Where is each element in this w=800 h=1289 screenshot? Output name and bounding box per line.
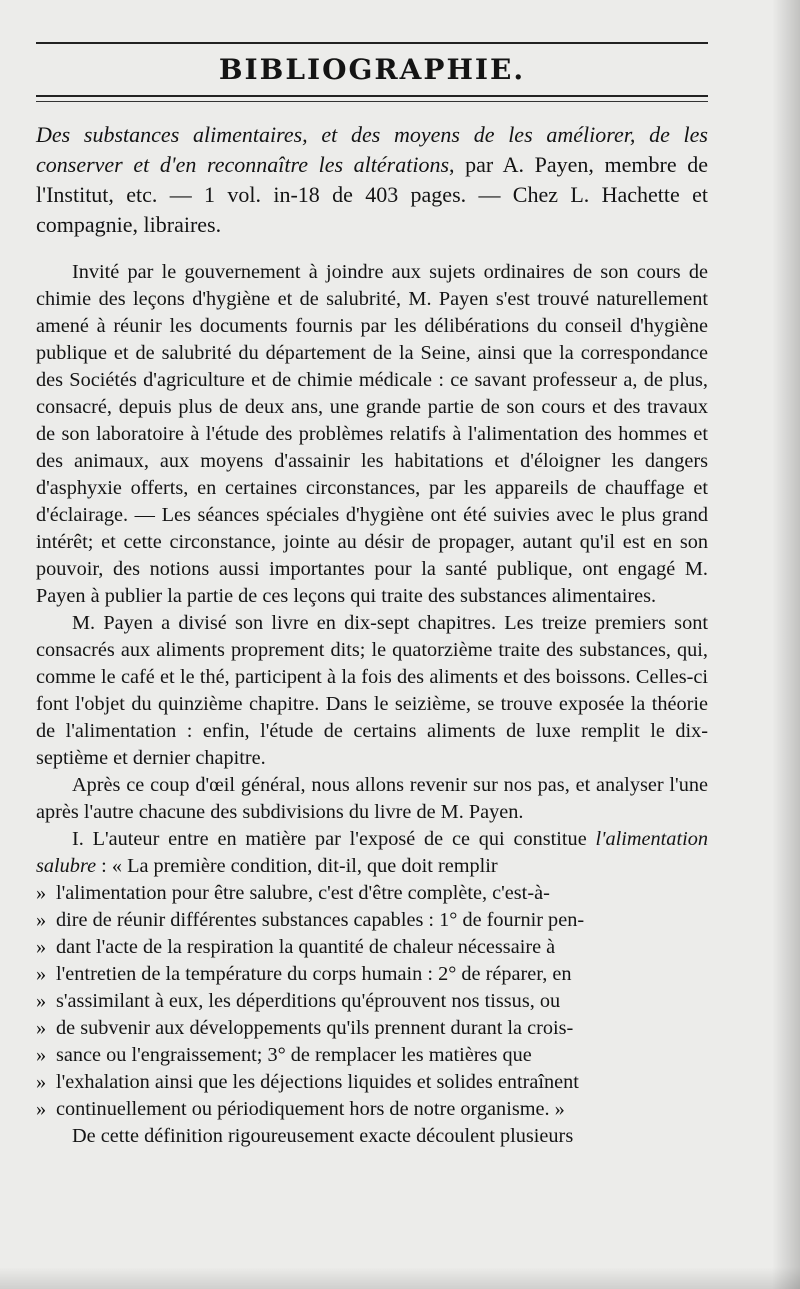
- section-one-term: l'alimentation salubre: [36, 828, 708, 877]
- section-one: [36, 826, 708, 1123]
- book-details: , par A. Payen, membre de l'Institut, etc. — 1 vol. in-18 de 403 pages. — Chez L. Hachette et compagnie, libraires.: [36, 152, 708, 237]
- book-entry: [36, 120, 708, 240]
- header-rule-thin: [36, 101, 708, 102]
- quote-line: » l'exhalation ainsi que les déjections liquides et solides entraînent: [36, 1069, 708, 1096]
- quote-line: » dire de réunir différentes substances capables : 1° de fournir pen-: [36, 907, 708, 934]
- review-body: [36, 259, 708, 1150]
- page-bottom-shadow: [0, 1267, 800, 1289]
- paragraph-1: Invité par le gouvernement à joindre aux sujets ordinaires de son cours de chimie des leçons d'hygiène et de salubrité, M. Payen s'est trouvé naturellement amené à réunir les documents fournis par les délibérations du conseil d'hygiène publique et de salubrité du département de la Seine, ainsi que la correspondance des Sociétés d'agriculture et de chimie médicale : ce savant professeur a, de plus, consacré, depuis plus de deux ans, une grande partie de son cours et des travaux de son laboratoire à l'étude des problèmes relatifs à l'alimentation des hommes et des animaux, aux moyens d'assainir les habitations et d'éloigner les dangers d'asphyxie offerts, en certaines circonstances, par les appareils de chauffage et d'éclairage. — Les séances spéciales d'hygiène ont été suivies avec le plus grand intérêt; et cette circonstance, jointe au désir de propager, autant qu'il est en son pouvoir, des notions aussi importantes pour la santé publique, ont engagé M. Payen à publier la partie de ces leçons qui traite des substances alimentaires.: [36, 261, 708, 607]
- header-rule: [36, 95, 708, 97]
- page-edge-shadow: [772, 0, 800, 1289]
- quote-line: » de subvenir aux développements qu'ils prennent durant la crois-: [36, 1015, 708, 1042]
- quote-line: » s'assimilant à eux, les déperditions qu'éprouvent nos tissus, ou: [36, 988, 708, 1015]
- section-header: BIBLIOGRAPHIE.: [218, 53, 526, 86]
- page-content: [36, 42, 708, 1150]
- section-one-quote-open: : « La première condition, dit-il, que doit remplir: [96, 855, 498, 877]
- quote-line: » continuellement ou périodiquement hors de notre organisme. »: [36, 1096, 708, 1123]
- quote-line: » dant l'acte de la respiration la quantité de chaleur nécessaire à: [36, 934, 708, 961]
- quote-line: » l'alimentation pour être salubre, c'est d'être complète, c'est-à-: [36, 880, 708, 907]
- book-title: Des substances alimentaires, et des moyens de les améliorer, de les conserver et d'en reconnaître les altérations: [36, 122, 708, 177]
- section-one-intro: I. L'auteur entre en matière par l'exposé de ce qui constitue: [72, 828, 596, 850]
- closing-line: De cette définition rigoureusement exacte découlent plusieurs: [72, 1125, 574, 1147]
- paragraph-3: Après ce coup d'œil général, nous allons revenir sur nos pas, et analyser l'une après l'autre chacune des subdivisions du livre de M. Payen.: [36, 774, 708, 823]
- quote-line: » sance ou l'engraissement; 3° de remplacer les matières que: [36, 1042, 708, 1069]
- quote-line: » l'entretien de la température du corps humain : 2° de réparer, en: [36, 961, 708, 988]
- paragraph-2: M. Payen a divisé son livre en dix-sept chapitres. Les treize premiers sont consacrés aux aliments proprement dits; le quatorzième traite des substances, qui, comme le café et le thé, participent à la fois des aliments et des boissons. Celles-ci font l'objet du quinzième chapitre. Dans le seizième, se trouve exposée la théorie de l'alimentation : enfin, l'étude de certains aliments de luxe remplit le dix-septième et dernier chapitre.: [36, 612, 708, 769]
